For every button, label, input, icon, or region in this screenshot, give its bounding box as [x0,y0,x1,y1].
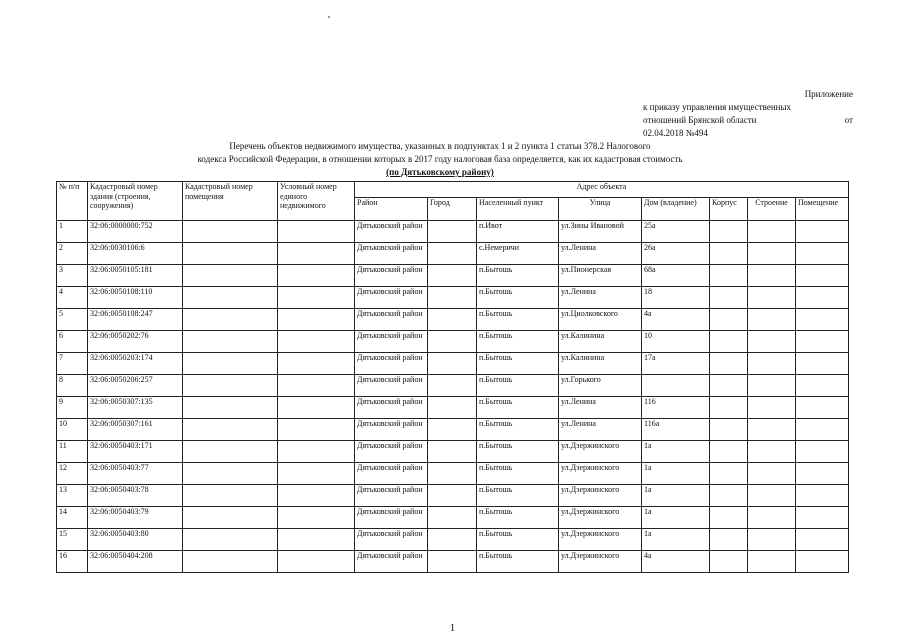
row-premises [796,463,849,485]
row-korpus [710,507,748,529]
row-unified-number [278,353,355,375]
row-structure [748,441,796,463]
row-unified-number [278,397,355,419]
header-unified-number: Условный номер единого недвижимого [278,182,355,221]
table-row [57,265,849,287]
row-unified-number [278,551,355,573]
row-city [428,463,477,485]
row-street: ул.Дзержинского [559,441,642,463]
row-premises [796,309,849,331]
row-unified-number [278,287,355,309]
header-district: Район [355,198,428,221]
row-building-cad: 32:06:0050108:110 [88,287,183,309]
row-num: 4 [57,287,88,309]
row-house: 68а [642,265,710,287]
row-num: 13 [57,485,88,507]
row-korpus [710,485,748,507]
row-structure [748,221,796,243]
appendix-line2-row [643,114,853,127]
row-street: ул.Циолковского [559,309,642,331]
row-city [428,551,477,573]
row-room-cad [183,243,278,265]
header-num: № п/п [57,182,88,221]
row-locality: п.Бытошь [477,353,559,375]
title-line2: кодекса Российской Федерации, в отношении которых в 2017 году налоговая база определяется, как их кадастровая стоимость [197,154,683,164]
row-building-cad: 32:06:0050404:208 [88,551,183,573]
row-district: Дятьковский район [355,221,428,243]
row-building-cad: 32:06:0050403:77 [88,463,183,485]
row-street: ул.Калинина [559,331,642,353]
row-street: ул.Дзержинского [559,485,642,507]
row-locality: п.Бытошь [477,397,559,419]
title-line3: (по Дятьковскому району) [386,167,494,177]
row-num: 7 [57,353,88,375]
row-num: 11 [57,441,88,463]
row-street: ул.Калинина [559,353,642,375]
row-city [428,529,477,551]
row-structure [748,551,796,573]
row-room-cad [183,397,278,419]
row-district: Дятьковский район [355,551,428,573]
appendix-title: Приложение [804,89,853,99]
row-structure [748,287,796,309]
row-premises [796,221,849,243]
row-room-cad [183,529,278,551]
row-premises [796,507,849,529]
row-premises [796,419,849,441]
table-row [57,353,849,375]
row-house: 1а [642,529,710,551]
table-row [57,419,849,441]
row-city [428,221,477,243]
table-row [57,309,849,331]
row-premises [796,529,849,551]
row-korpus [710,331,748,353]
row-locality: п.Бытошь [477,375,559,397]
row-room-cad [183,485,278,507]
appendix-line2: отношений Брянской области [643,115,757,125]
row-locality: п.Бытошь [477,529,559,551]
row-num: 3 [57,265,88,287]
row-korpus [710,309,748,331]
row-premises [796,485,849,507]
row-korpus [710,551,748,573]
row-structure [748,309,796,331]
table-row [57,507,849,529]
row-city [428,287,477,309]
row-room-cad [183,331,278,353]
row-locality: п.Бытошь [477,331,559,353]
row-street: ул.Горького [559,375,642,397]
row-unified-number [278,507,355,529]
row-district: Дятьковский район [355,397,428,419]
row-korpus [710,419,748,441]
header-city: Город [428,198,477,221]
row-house: 18 [642,287,710,309]
header-korpus: Корпус [710,198,748,221]
row-korpus [710,353,748,375]
row-city [428,243,477,265]
row-premises [796,287,849,309]
row-street: ул.Дзержинского [559,463,642,485]
row-structure [748,529,796,551]
page-number: 1 [449,622,456,634]
row-building-cad: 32:06:0050105:181 [88,265,183,287]
row-unified-number [278,375,355,397]
header-house: Дом (владение) [642,198,710,221]
title-line1: Перечень объектов недвижимого имущества, указанных в подпунктах 1 и 2 пункта 1 статьи 378.2 Налогового [229,141,651,151]
table-row [57,375,849,397]
row-district: Дятьковский район [355,287,428,309]
row-premises [796,375,849,397]
row-korpus [710,243,748,265]
row-city [428,353,477,375]
row-building-cad: 32:06:0030106:6 [88,243,183,265]
row-house: 25а [642,221,710,243]
row-unified-number [278,529,355,551]
row-korpus [710,529,748,551]
row-room-cad [183,419,278,441]
row-room-cad [183,265,278,287]
row-structure [748,353,796,375]
row-structure [748,507,796,529]
row-locality: п.Бытошь [477,507,559,529]
table-row [57,397,849,419]
row-building-cad: 32:06:0050403:171 [88,441,183,463]
row-house: 4а [642,551,710,573]
row-korpus [710,221,748,243]
row-num: 16 [57,551,88,573]
row-street: ул.Дзержинского [559,551,642,573]
row-locality: п.Бытошь [477,441,559,463]
row-num: 2 [57,243,88,265]
property-table [56,181,849,573]
row-house: 1а [642,463,710,485]
row-street: ул.Пионерская [559,265,642,287]
table-row [57,551,849,573]
row-street: ул.Дзержинского [559,507,642,529]
row-city [428,441,477,463]
header-locality: Населенный пункт [477,198,559,221]
table-row [57,463,849,485]
row-locality: п.Бытошь [477,419,559,441]
row-building-cad: 32:06:0050307:135 [88,397,183,419]
row-city [428,507,477,529]
row-house: 10 [642,331,710,353]
row-building-cad: 32:06:0050307:161 [88,419,183,441]
row-district: Дятьковский район [355,375,428,397]
row-unified-number [278,331,355,353]
appendix-line2-suffix: от [844,115,853,125]
row-house: 17а [642,353,710,375]
row-num: 14 [57,507,88,529]
row-num: 15 [57,529,88,551]
row-building-cad: 32:06:0050403:80 [88,529,183,551]
row-unified-number [278,419,355,441]
row-room-cad [183,221,278,243]
row-city [428,485,477,507]
row-house: 1а [642,507,710,529]
row-house: 1а [642,441,710,463]
row-district: Дятьковский район [355,265,428,287]
table-row [57,287,849,309]
row-room-cad [183,353,278,375]
row-district: Дятьковский район [355,463,428,485]
row-korpus [710,397,748,419]
row-num: 6 [57,331,88,353]
row-house: 1а [642,485,710,507]
row-locality: п.Бытошь [477,551,559,573]
table-row [57,441,849,463]
row-num: 12 [57,463,88,485]
row-district: Дятьковский район [355,485,428,507]
row-district: Дятьковский район [355,331,428,353]
row-street: ул.Ленина [559,243,642,265]
row-locality: п.Бытошь [477,309,559,331]
row-premises [796,265,849,287]
row-building-cad: 32:06:0050108:247 [88,309,183,331]
row-locality: п.Бытошь [477,265,559,287]
row-building-cad: 32:06:0050403:79 [88,507,183,529]
row-building-cad: 32:06:0050202:76 [88,331,183,353]
row-district: Дятьковский район [355,309,428,331]
row-structure [748,331,796,353]
document-title [150,140,730,179]
table-row [57,243,849,265]
row-korpus [710,265,748,287]
row-house: 116а [642,419,710,441]
row-structure [748,397,796,419]
row-structure [748,419,796,441]
row-korpus [710,287,748,309]
row-locality: п.Бытошь [477,485,559,507]
row-room-cad [183,287,278,309]
row-street: ул.Ленина [559,397,642,419]
row-num: 5 [57,309,88,331]
row-room-cad [183,309,278,331]
row-unified-number [278,221,355,243]
header-room-cad: Кадастровый номер помещения [183,182,278,221]
row-district: Дятьковский район [355,529,428,551]
row-building-cad: 32:06:0050203:174 [88,353,183,375]
row-street: ул.Ленина [559,287,642,309]
row-city [428,397,477,419]
row-structure [748,265,796,287]
row-premises [796,331,849,353]
row-num: 8 [57,375,88,397]
row-korpus [710,441,748,463]
row-locality: п.Бытошь [477,463,559,485]
row-num: 10 [57,419,88,441]
row-premises [796,551,849,573]
row-city [428,375,477,397]
table-row [57,485,849,507]
row-house: 116 [642,397,710,419]
row-building-cad: 32:06:0050206:257 [88,375,183,397]
row-structure [748,463,796,485]
row-district: Дятьковский район [355,243,428,265]
row-locality: с.Немеричи [477,243,559,265]
row-street: ул.Дзержинского [559,529,642,551]
header-street: Улица [559,198,642,221]
row-premises [796,441,849,463]
row-unified-number [278,309,355,331]
row-district: Дятьковский район [355,419,428,441]
table-row [57,221,849,243]
row-unified-number [278,441,355,463]
row-city [428,309,477,331]
row-premises [796,397,849,419]
row-city [428,265,477,287]
row-room-cad [183,507,278,529]
row-street: ул.Зины Ивановой [559,221,642,243]
header-row-1 [57,182,849,198]
row-room-cad [183,375,278,397]
row-city [428,419,477,441]
row-num: 1 [57,221,88,243]
row-house [642,375,710,397]
row-korpus [710,463,748,485]
row-premises [796,353,849,375]
appendix-line1: к приказу управления имущественных [643,102,792,112]
row-structure [748,375,796,397]
row-unified-number [278,485,355,507]
header-building-cad: Кадастровый номер здания (строения, сооружения) [88,182,183,221]
row-locality: п.Бытошь [477,287,559,309]
table-row [57,529,849,551]
row-structure [748,243,796,265]
row-district: Дятьковский район [355,507,428,529]
row-house: 4а [642,309,710,331]
appendix-block [643,88,853,140]
row-building-cad: 32:06:0000000:752 [88,221,183,243]
row-num: 9 [57,397,88,419]
table-row [57,331,849,353]
row-city [428,331,477,353]
header-address: Адрес объекта [355,182,849,198]
row-room-cad [183,551,278,573]
row-unified-number [278,243,355,265]
row-district: Дятьковский район [355,441,428,463]
row-room-cad [183,463,278,485]
appendix-line3: 02.04.2018 №494 [643,128,708,138]
row-unified-number [278,265,355,287]
row-district: Дятьковский район [355,353,428,375]
row-locality: п.Ивот [477,221,559,243]
row-room-cad [183,441,278,463]
header-structure: Строение [748,198,796,221]
row-structure [748,485,796,507]
row-premises [796,243,849,265]
row-building-cad: 32:06:0050403:78 [88,485,183,507]
row-house: 26а [642,243,710,265]
row-unified-number [278,463,355,485]
scan-speck [328,16,330,18]
row-street: ул.Ленина [559,419,642,441]
header-premises: Помещение [796,198,849,221]
row-korpus [710,375,748,397]
